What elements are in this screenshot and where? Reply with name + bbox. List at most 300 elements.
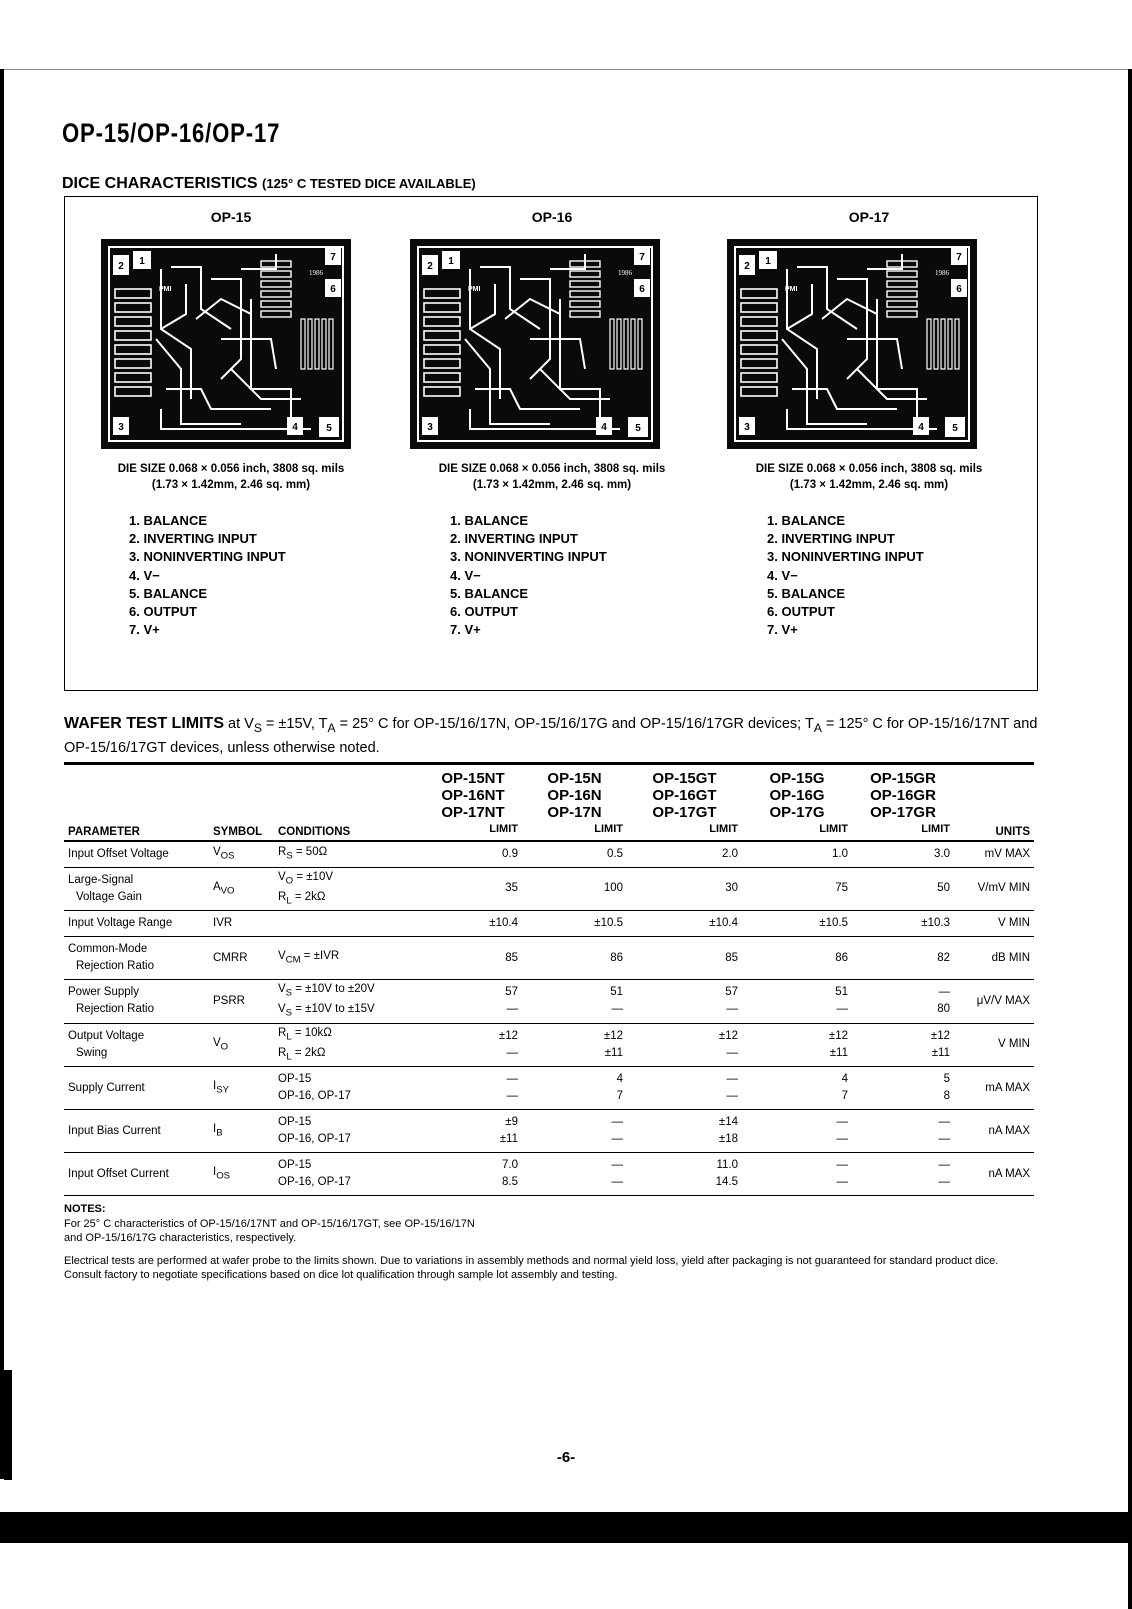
condition-line1: [278, 844, 420, 864]
cell-limit: [852, 911, 954, 937]
cell-units: [954, 1110, 1034, 1153]
col-device-0: [424, 770, 522, 841]
right-scan-edge: [1128, 69, 1132, 1609]
cell-limit: [424, 1067, 522, 1110]
cell-conditions: [274, 1067, 424, 1110]
limit-value: 0.5: [607, 847, 623, 860]
cell-limit: [522, 867, 627, 911]
cell-symbol: [209, 1153, 274, 1196]
col-device-3: [742, 770, 852, 841]
wafer-intro-sub-s: S: [253, 720, 262, 735]
condition-rest: = 2kΩ: [291, 1046, 326, 1059]
limit-value: 82: [937, 951, 950, 964]
limit-value2: —: [836, 1176, 848, 1189]
wafer-intro-a: at V: [224, 716, 254, 732]
limit-value2: ±11: [829, 1046, 848, 1059]
condition-line2: [278, 1045, 420, 1065]
limit-value: ±9: [505, 1116, 518, 1129]
pin-item: 4. V−: [767, 567, 798, 583]
cell-limit: [742, 911, 852, 937]
limit-value2: 14.5: [715, 1176, 738, 1189]
pin-item: 1. BALANCE: [450, 513, 529, 528]
condition-rest: = 2kΩ: [291, 890, 326, 903]
cell-limit: [522, 1153, 627, 1196]
limit-value: —: [836, 1116, 848, 1129]
col-symbol: SYMBOL: [213, 826, 263, 838]
condition-line2: [278, 1088, 420, 1105]
dev-limit: LIMIT: [921, 823, 950, 835]
cell-limit: [742, 867, 852, 911]
cell-limit: [424, 980, 522, 1024]
cell-limit: [627, 911, 742, 937]
pmi-mark: PMI: [159, 286, 172, 293]
condition-line1: [278, 1025, 420, 1045]
cell-limit: [852, 1153, 954, 1196]
units-text: mV MAX: [984, 847, 1030, 860]
left-scan-edge: [0, 69, 4, 1479]
cell-parameter: [64, 937, 209, 980]
condition-line2: [278, 889, 420, 909]
symbol-sub: VO: [220, 884, 235, 896]
limit-value: ±10.4: [489, 917, 518, 930]
table-row: [64, 937, 1034, 980]
pmi-mark: PMI: [468, 286, 481, 293]
limit-value2: 80: [937, 1003, 950, 1016]
units-text: μV/V MAX: [976, 994, 1030, 1007]
limit-value2: —: [836, 1003, 848, 1016]
pin-list: [129, 512, 286, 639]
condition-text: V: [278, 949, 286, 962]
bond-pad-label: 4: [292, 422, 298, 433]
pin-item: 3. NONINVERTING INPUT: [129, 549, 286, 565]
parameter-line2: Voltage Gain: [76, 890, 142, 903]
bond-pad-label: 6: [639, 284, 645, 295]
cell-conditions: [274, 1153, 424, 1196]
wafer-intro-b: = ±15V, T: [261, 716, 328, 732]
top-border: [0, 69, 1132, 70]
cell-limit: [627, 1110, 742, 1153]
table-row: [64, 1153, 1034, 1196]
cell-symbol: [209, 841, 274, 867]
cell-conditions: [274, 1023, 424, 1067]
dev-l2: OP-16GT: [652, 787, 717, 804]
symbol-text: CMRR: [213, 951, 248, 964]
units-text: V/mV MIN: [977, 882, 1030, 895]
cell-limit: [627, 980, 742, 1024]
pin-list: [450, 512, 607, 639]
cell-limit: [522, 1110, 627, 1153]
condition-text: R: [278, 1046, 287, 1059]
condition-rest: = ±10V to ±20V: [292, 983, 375, 996]
condition-text: OP-15: [278, 1159, 312, 1172]
die-size: [390, 461, 714, 493]
dev-l2: OP-16N: [547, 787, 602, 804]
dev-l3: OP-17N: [547, 804, 602, 821]
limit-value: ±10.4: [709, 917, 738, 930]
cell-limit: [522, 1023, 627, 1067]
parameter-line2: Swing: [76, 1046, 108, 1059]
bond-pad-label: 5: [326, 423, 332, 434]
dev-limit: LIMIT: [709, 823, 738, 835]
cell-units: [954, 911, 1034, 937]
pmi-mark: PMI: [785, 286, 798, 293]
cell-limit: [742, 841, 852, 867]
dice-section-title: [62, 175, 476, 193]
condition-text: V: [278, 983, 286, 996]
pin-item: 7. V+: [767, 622, 798, 638]
notes-title: NOTES:: [64, 1203, 106, 1215]
cell-symbol: [209, 867, 274, 911]
limit-value: —: [938, 1116, 950, 1129]
pin-item: 5. BALANCE: [767, 585, 846, 601]
condition-sub: L: [286, 895, 292, 907]
limit-value: 3.0: [934, 847, 950, 860]
symbol-sub: OS: [216, 1170, 231, 1182]
limit-value: 35: [505, 882, 518, 895]
die-size: [707, 461, 1031, 493]
limit-value: ±14: [718, 1116, 738, 1129]
die-size-line1: DIE SIZE 0.068 × 0.056 inch, 3808 sq. mils: [117, 463, 345, 475]
cell-units: [954, 937, 1034, 980]
pin-item: 2. INVERTING INPUT: [767, 531, 895, 547]
die-photo: [727, 239, 977, 449]
limit-value: —: [938, 1159, 950, 1172]
condition-sub: S: [285, 1007, 293, 1019]
bond-pad-label: 1: [765, 256, 771, 267]
symbol-sub: SY: [216, 1084, 229, 1096]
bond-pad-label: 2: [744, 261, 750, 272]
pin-item: 5. BALANCE: [450, 585, 529, 601]
units-text: dB MIN: [991, 951, 1030, 964]
limit-value2: —: [726, 1090, 738, 1103]
dev-l2: OP-16NT: [441, 787, 505, 804]
limit-value: 5: [943, 1073, 950, 1086]
limit-value2: ±11: [499, 1133, 518, 1146]
condition-sub: L: [286, 1030, 292, 1042]
condition-line2: [278, 1131, 420, 1148]
cell-conditions: [274, 911, 424, 937]
symbol-text: V: [213, 846, 221, 859]
cell-limit: [522, 841, 627, 867]
cell-symbol: [209, 1067, 274, 1110]
condition-line1: [278, 1114, 420, 1131]
cell-limit: [522, 1067, 627, 1110]
wafer-intro-sub-a: A: [327, 720, 336, 735]
limit-value: 7.0: [502, 1159, 518, 1172]
limit-value2: 8.5: [502, 1176, 518, 1189]
year-mark: 1986: [309, 269, 323, 277]
table-row: [64, 911, 1034, 937]
condition-line1: [278, 1071, 420, 1088]
dev-l2: OP-16GR: [870, 787, 936, 804]
pin-item: 5. BALANCE: [129, 585, 208, 601]
cell-parameter: [64, 911, 209, 937]
limit-value: ±12: [498, 1029, 518, 1042]
notes-line2: and OP-15/16/17G characteristics, respectively.: [64, 1232, 297, 1244]
limit-value: 4: [841, 1073, 848, 1086]
limit-value: —: [836, 1159, 848, 1172]
limit-value: 1.0: [832, 847, 848, 860]
parameter-line2: Rejection Ratio: [76, 960, 154, 973]
condition-text: V: [278, 870, 286, 883]
cell-limit: [852, 1023, 954, 1067]
condition-text: OP-16, OP-17: [278, 1176, 351, 1189]
dev-limit: LIMIT: [594, 823, 623, 835]
condition-rest: = ±10V to ±15V: [292, 1003, 375, 1016]
device-name: OP-17: [848, 209, 890, 225]
limit-value2: 8: [943, 1090, 950, 1103]
die-size: [69, 461, 393, 493]
wafer-intro-sub-a2: A: [813, 720, 822, 735]
notes: [64, 1202, 1024, 1283]
cell-limit: [742, 1023, 852, 1067]
condition-text: R: [278, 846, 287, 859]
cell-limit: [424, 937, 522, 980]
cell-units: [954, 1023, 1034, 1067]
cell-symbol: [209, 911, 274, 937]
bond-pad-label: 6: [956, 284, 962, 295]
parameter-line1: Power Supply: [68, 986, 139, 999]
die-size-line1: DIE SIZE 0.068 × 0.056 inch, 3808 sq. mils: [755, 463, 983, 475]
limit-value: 51: [835, 986, 848, 999]
cell-limit: [852, 1110, 954, 1153]
cell-limit: [522, 911, 627, 937]
col-parameter: PARAMETER: [68, 826, 140, 838]
limit-value: —: [726, 1073, 738, 1086]
limit-value2: —: [611, 1003, 623, 1016]
table-top-rule: [64, 762, 1034, 765]
symbol-sub: B: [216, 1127, 223, 1139]
cell-units: [954, 841, 1034, 867]
cell-limit: [627, 1067, 742, 1110]
pin-item: 3. NONINVERTING INPUT: [450, 549, 607, 565]
cell-limit: [627, 937, 742, 980]
table-row: [64, 980, 1034, 1024]
dev-l3: OP-17GR: [870, 804, 936, 821]
notes-paragraph: Electrical tests are performed at wafer probe to the limits shown. Due to variations in assembly methods and normal yield loss, yield after packaging is not guaranteed for standard product dice. Consult factory to negotiate specifications based on dice lot qualification through sample lot assembly and testing.: [64, 1254, 999, 1281]
pin-item: 3. NONINVERTING INPUT: [767, 549, 924, 565]
limit-value: 75: [835, 882, 848, 895]
bond-pad-label: 7: [956, 252, 962, 263]
condition-text: R: [278, 1026, 287, 1039]
bond-pad-label: 4: [918, 422, 924, 433]
col-device-4: [852, 770, 954, 841]
dev-limit: LIMIT: [819, 823, 848, 835]
cell-limit: [742, 1110, 852, 1153]
cell-conditions: [274, 1110, 424, 1153]
limit-value: ±10.3: [921, 917, 950, 930]
limit-value: 85: [505, 951, 518, 964]
wafer-test-table: [64, 770, 1034, 1196]
condition-rest: = 10kΩ: [291, 1026, 332, 1039]
limit-value2: —: [611, 1133, 623, 1146]
dev-l3: OP-17G: [769, 804, 825, 821]
die-size-line2: (1.73 × 1.42mm, 2.46 sq. mm): [789, 479, 949, 491]
dev-l1: OP-15G: [769, 770, 825, 787]
bond-pad-label: 6: [330, 284, 336, 295]
parameter-line1: Common-Mode: [68, 943, 148, 956]
symbol-text: A: [213, 880, 221, 893]
condition-text: V: [278, 1003, 286, 1016]
condition-sub: S: [285, 987, 293, 999]
dev-limit: LIMIT: [489, 823, 518, 835]
limit-value2: —: [611, 1176, 623, 1189]
cell-symbol: [209, 937, 274, 980]
cell-limit: [852, 937, 954, 980]
bond-pad-label: 3: [744, 422, 750, 433]
limit-value: ±12: [930, 1029, 950, 1042]
cell-parameter: [64, 1023, 209, 1067]
die-photo: [410, 239, 660, 449]
limit-value: ±10.5: [819, 917, 848, 930]
bond-pad-label: 5: [635, 423, 641, 434]
wafer-title: WAFER TEST LIMITS: [64, 715, 224, 732]
limit-value2: ±11: [931, 1046, 950, 1059]
units-text: V MIN: [998, 917, 1030, 930]
cell-conditions: [274, 980, 424, 1024]
cell-symbol: [209, 1110, 274, 1153]
cell-limit: [627, 867, 742, 911]
col-device-1: [522, 770, 627, 841]
cell-conditions: [274, 867, 424, 911]
cell-limit: [742, 1153, 852, 1196]
limit-value2: 7: [616, 1090, 623, 1103]
parameter-line1: Input Voltage Range: [68, 917, 173, 930]
condition-text: OP-16, OP-17: [278, 1090, 351, 1103]
parameter-line1: Supply Current: [68, 1081, 145, 1094]
symbol-sub: O: [220, 1041, 229, 1053]
cell-units: [954, 1153, 1034, 1196]
pin-item: 2. INVERTING INPUT: [450, 531, 578, 547]
pin-item: 2. INVERTING INPUT: [129, 531, 257, 547]
wafer-test-heading: [64, 714, 1044, 758]
pin-item: 1. BALANCE: [129, 513, 208, 528]
col-device-2: [627, 770, 742, 841]
bond-pad-label: 1: [448, 256, 454, 267]
pin-item: 1. BALANCE: [767, 513, 846, 528]
dice-title-main: DICE CHARACTERISTICS: [62, 175, 258, 192]
notes-line1: For 25° C characteristics of OP-15/16/17NT and OP-15/16/17GT, see OP-15/16/17N: [64, 1217, 475, 1230]
parameter-line1: Input Offset Voltage: [68, 847, 169, 860]
table-row: [64, 1023, 1034, 1067]
limit-value2: —: [836, 1133, 848, 1146]
symbol-text: I: [213, 1166, 217, 1179]
dev-l2: OP-16G: [769, 787, 825, 804]
condition-sub: O: [285, 874, 294, 886]
condition-line2: [278, 1001, 420, 1021]
limit-value: —: [611, 1159, 623, 1172]
parameter-line2: Rejection Ratio: [76, 1003, 154, 1016]
pin-item: 6. OUTPUT: [767, 604, 835, 620]
cell-limit: [424, 1023, 522, 1067]
pin-item: 6. OUTPUT: [129, 604, 197, 620]
limit-value: ±12: [603, 1029, 623, 1042]
limit-value: 51: [610, 986, 623, 999]
dev-l1: OP-15NT: [441, 770, 505, 787]
condition-rest: = ±IVR: [300, 949, 340, 962]
limit-value2: —: [938, 1133, 950, 1146]
limit-value: ±10.5: [594, 917, 623, 930]
pin-item: 7. V+: [450, 622, 481, 638]
limit-value: ±12: [718, 1029, 738, 1042]
symbol-text: I: [213, 1123, 217, 1136]
table-row: [64, 867, 1034, 911]
table-row: [64, 1110, 1034, 1153]
bottom-scan-edge: [0, 1512, 1132, 1543]
cell-limit: [742, 1067, 852, 1110]
cell-limit: [424, 911, 522, 937]
limit-value: 100: [603, 882, 623, 895]
col-conditions: CONDITIONS: [278, 826, 351, 838]
page-number: -6-: [556, 1449, 576, 1466]
limit-value: 85: [725, 951, 738, 964]
cell-limit: [522, 980, 627, 1024]
pin-item: 4. V−: [450, 567, 481, 583]
condition-sub: L: [286, 1051, 292, 1063]
page-title: OP-15/OP-16/OP-17: [62, 118, 281, 148]
table-body: [64, 841, 1034, 1196]
units-text: mA MAX: [985, 1081, 1030, 1094]
symbol-text: I: [213, 1080, 217, 1093]
limit-value: 50: [937, 882, 950, 895]
dev-l3: OP-17GT: [652, 804, 717, 821]
cell-conditions: [274, 937, 424, 980]
limit-value: 0.9: [502, 847, 518, 860]
cell-limit: [742, 937, 852, 980]
cell-limit: [424, 1153, 522, 1196]
wafer-intro-d: = 125° C for OP-15/16/17NT and OP-15/16/17GT devices, unless otherwise noted.: [64, 716, 1038, 756]
limit-value: 86: [610, 951, 623, 964]
limit-value: 86: [835, 951, 848, 964]
symbol-text: PSRR: [213, 994, 245, 1007]
pin-list: [767, 512, 924, 639]
condition-rest: = 50Ω: [292, 846, 328, 859]
pin-item: 4. V−: [129, 567, 160, 583]
bond-pad-label: 3: [427, 422, 433, 433]
pin-item: 7. V+: [129, 622, 160, 638]
condition-text: OP-15: [278, 1073, 312, 1086]
cell-parameter: [64, 1153, 209, 1196]
col-units: UNITS: [995, 826, 1030, 838]
units-text: nA MAX: [988, 1167, 1030, 1180]
cell-limit: [424, 841, 522, 867]
die-size-line2: (1.73 × 1.42mm, 2.46 sq. mm): [151, 479, 311, 491]
condition-line1: [278, 1157, 420, 1174]
limit-value2: ±18: [718, 1133, 738, 1146]
units-text: nA MAX: [988, 1124, 1030, 1137]
bond-pad-label: 1: [139, 256, 145, 267]
die-layout: [410, 239, 660, 449]
limit-value2: —: [506, 1046, 518, 1059]
condition-line1: [278, 869, 420, 889]
limit-value: —: [506, 1073, 518, 1086]
dice-characteristics-box: [64, 196, 1038, 691]
die-layout: [727, 239, 977, 449]
limit-value: 57: [725, 986, 738, 999]
table-row: [64, 1067, 1034, 1110]
dev-l1: OP-15GR: [870, 770, 936, 787]
condition-sub: S: [286, 850, 293, 862]
limit-value: 4: [616, 1073, 623, 1086]
wafer-intro-c: = 25° C for OP-15/16/17N, OP-15/16/17G and OP-15/16/17GR devices; T: [335, 716, 814, 732]
dev-l3: OP-17NT: [441, 804, 505, 821]
bond-pad-label: 2: [118, 261, 124, 272]
table-row: [64, 841, 1034, 867]
limit-value2: —: [726, 1003, 738, 1016]
condition-rest: = ±10V: [293, 870, 334, 883]
cell-symbol: [209, 1023, 274, 1067]
condition-line1: [278, 948, 420, 968]
